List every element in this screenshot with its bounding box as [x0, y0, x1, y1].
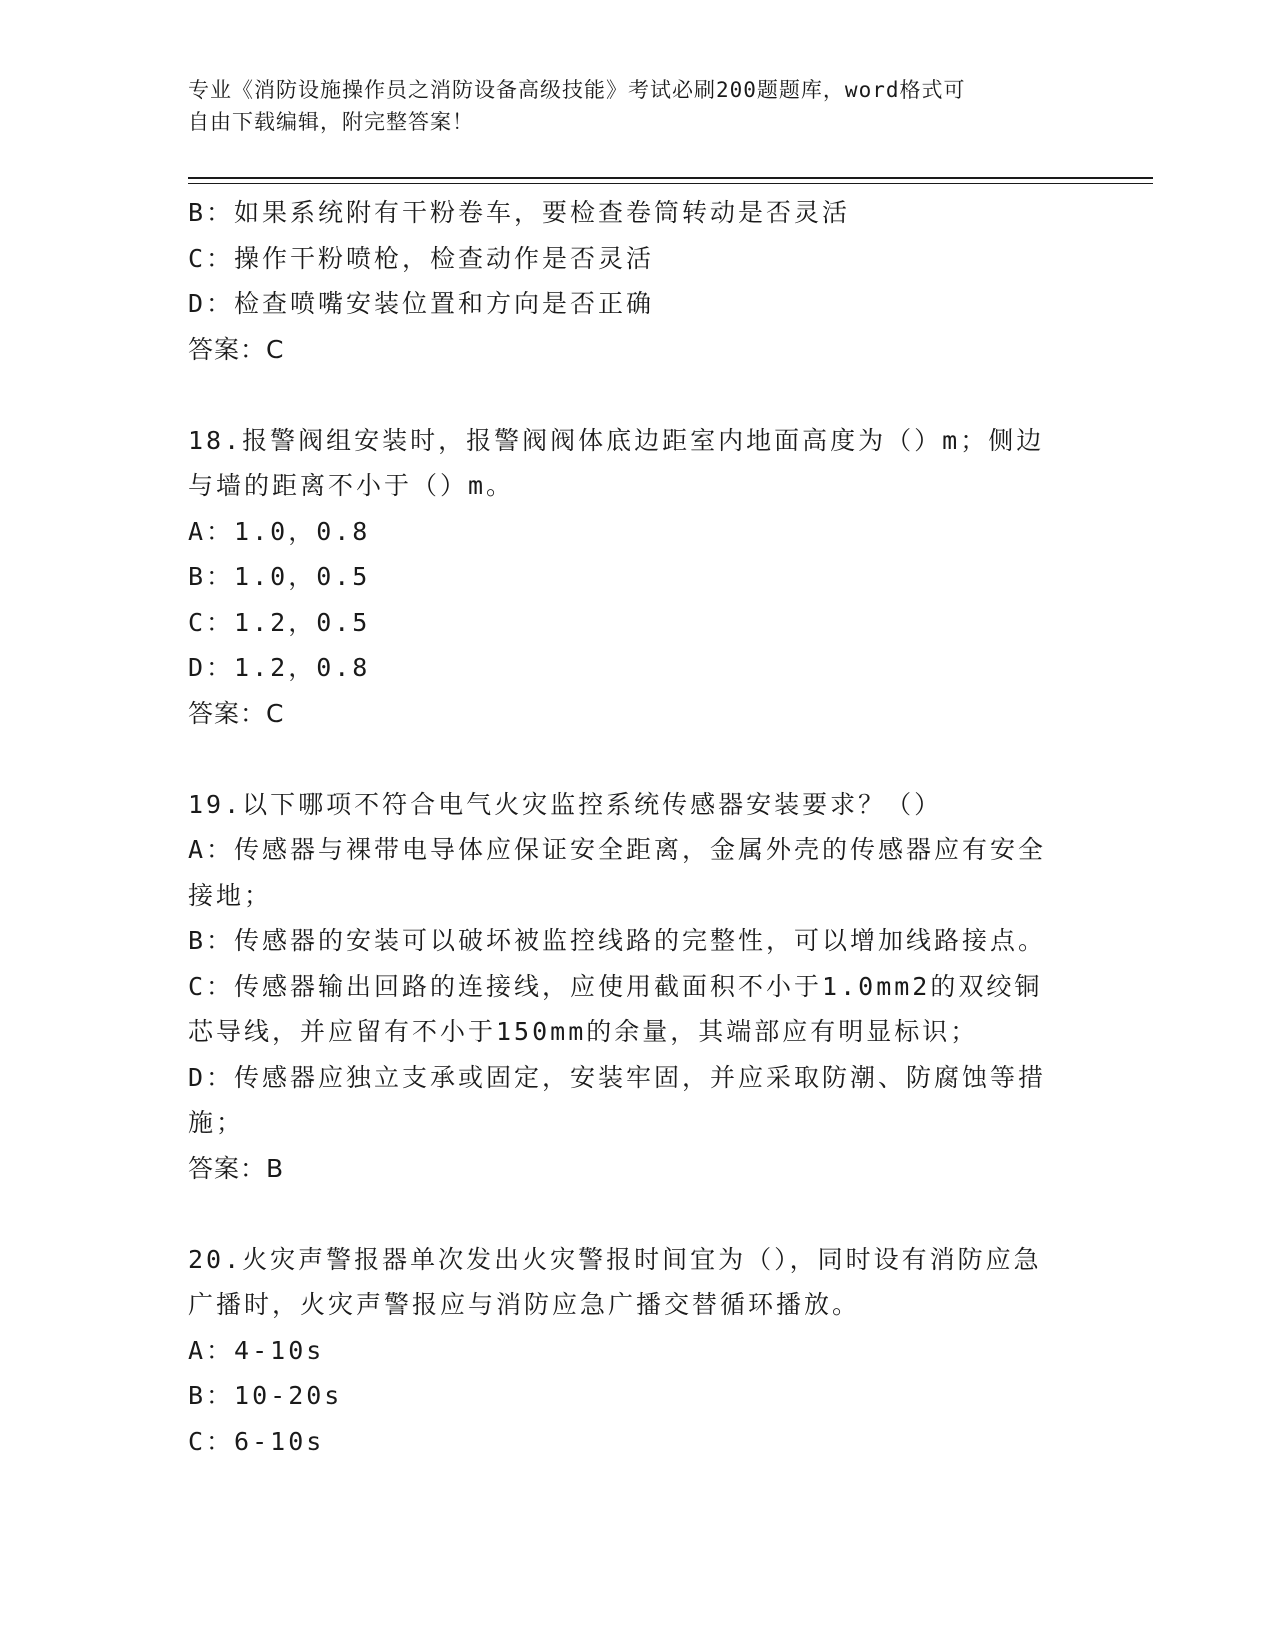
q18-option-d: D：1.2，0.8 [188, 653, 371, 682]
q18-option-a: A：1.0，0.8 [188, 516, 371, 546]
q19-option-c-line-2: 芯导线，并应留有不小于150mm的余量，其端部应有明显标识； [188, 1017, 979, 1046]
q19-option-a-line-1: A：传感器与裸带电导体应保证安全距离，金属外壳的传感器应有安全 [188, 835, 1047, 864]
q19-option-d-line-2: 施； [188, 1108, 245, 1137]
q18-stem-line-1: 18.报警阀组安装时，报警阀阀体底边距室内地面高度为（）m；侧边 [188, 425, 1045, 455]
q18-answer: 答案：C [188, 698, 285, 728]
q18-stem-line-2: 与墙的距离不小于（）m。 [188, 471, 515, 500]
q17-option-d: D：检查喷嘴安装位置和方向是否正确 [188, 289, 655, 318]
spacer [188, 736, 1088, 782]
q19-option-c-line-1: C：传感器输出回路的连接线，应使用截面积不小于1.0mm2的双绞铜 [188, 971, 1043, 1001]
q20-option-b: B：10-20s [188, 1381, 343, 1410]
q17-option-c: C：操作干粉喷枪，检查动作是否灵活 [188, 243, 655, 273]
q20-stem-line-1: 20.火灾声警报器单次发出火灾警报时间宜为（），同时设有消防应急 [188, 1244, 1042, 1274]
question-18 [188, 418, 1088, 737]
q17-answer: 答案：C [188, 334, 285, 364]
q17-option-b: B：如果系统附有干粉卷车，要检查卷筒转动是否灵活 [188, 198, 851, 227]
q18-option-c: C：1.2，0.5 [188, 607, 371, 637]
q20-stem-line-2: 广播时，火灾声警报应与消防应急广播交替循环播放。 [188, 1290, 861, 1319]
q20-option-a: A：4-10s [188, 1335, 325, 1365]
spacer [188, 372, 1088, 418]
q19-option-d-line-1: D：传感器应独立支承或固定，安装牢固，并应采取防潮、防腐蚀等措 [188, 1062, 1047, 1092]
question-17 [188, 190, 1088, 372]
q19-option-a-line-2: 接地； [188, 880, 273, 910]
q19-option-b: B：传感器的安装可以破坏被监控线路的完整性，可以增加线路接点。 [188, 926, 1047, 955]
header-title-line-2: 自由下载编辑，附完整答案！ [188, 110, 474, 134]
header-title-line-1: 专业《消防设施操作员之消防设备高级技能》考试必刷200题题库，word格式可 [188, 78, 966, 102]
q20-option-c: C：6-10s [188, 1426, 325, 1456]
question-19 [188, 782, 1088, 1192]
spacer [188, 1191, 1088, 1237]
q19-answer: 答案：B [188, 1153, 285, 1183]
document-body [188, 190, 1088, 1464]
header-divider-thin [188, 183, 1153, 184]
question-20 [188, 1237, 1088, 1465]
header-divider-thick [188, 177, 1153, 179]
q19-stem: 19.以下哪项不符合电气火灾监控系统传感器安装要求？（） [188, 789, 943, 819]
document-header [188, 74, 1068, 138]
q18-option-b: B：1.0，0.5 [188, 562, 371, 591]
